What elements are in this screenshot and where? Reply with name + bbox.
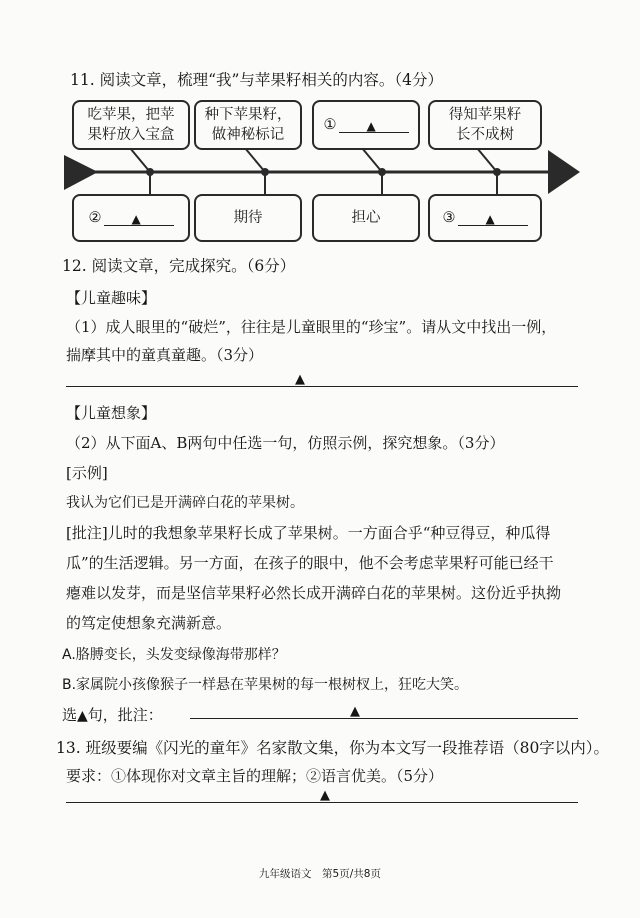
- blank-number: ③: [442, 210, 456, 226]
- answer-mark: ▲: [350, 704, 360, 719]
- box-text-line: 种下苹果籽，: [204, 107, 292, 123]
- box-text-line: 果籽放入宝盒: [87, 127, 175, 143]
- timeline-top-box-2: [194, 100, 302, 150]
- fill-blank-1[interactable]: [339, 118, 409, 133]
- timeline-top-box-1: [72, 100, 190, 150]
- q12-2-prompt: （2）从下面A、B两句中任选一句，仿照示例，探究想象。（3分）: [66, 434, 505, 452]
- box-text: 担心: [351, 210, 381, 226]
- timeline-bottom-box-3: [312, 194, 420, 242]
- q12-1-line2: 揣摩其中的童真童趣。（3分）: [66, 346, 264, 364]
- answer-mark: ▲: [295, 372, 305, 387]
- timeline-top-box-4: [428, 100, 542, 150]
- timeline-bottom-box-1-blank: [72, 194, 190, 242]
- timeline-top-box-3-blank: [312, 100, 420, 150]
- page-footer: 九年级语文 第5页/共8页: [259, 868, 381, 880]
- select-suffix: 句，批注：: [87, 706, 163, 724]
- q13-prompt: 13. 班级要编《闪光的童年》名家散文集，你为本文写一段推荐语（80字以内）。: [56, 739, 610, 757]
- option-a: A.胳膊变长，头发变绿像海带那样？: [62, 647, 286, 663]
- select-choice-blank[interactable]: ▲: [77, 708, 88, 724]
- section-title-child-interest: 【儿童趣味】: [66, 289, 157, 307]
- blank-number: ①: [323, 117, 337, 133]
- note-line-4: 的笃定使想象充满新意。: [66, 614, 232, 632]
- fill-blank-2[interactable]: [104, 211, 174, 226]
- q12-prompt: 12. 阅读文章，完成探究。（6分）: [62, 257, 296, 275]
- note-line-1: [批注]儿时的我想象苹果籽长成了苹果树。一方面合乎“种豆得豆，种瓜得: [66, 524, 551, 542]
- box-text: 期待: [233, 210, 263, 226]
- box-text-line: 吃苹果，把苹: [87, 107, 175, 123]
- timeline-arrowhead: [548, 150, 580, 194]
- section-title-child-imagination: 【儿童想象】: [66, 404, 157, 422]
- q11-prompt: 11. 阅读文章，梳理“我”与苹果籽相关的内容。（4分）: [70, 71, 444, 89]
- select-row: [62, 704, 163, 725]
- note-line-2: 瓜”的生活逻辑。另一方面，在孩子的眼中，他不会考虑苹果籽可能已经干: [66, 554, 554, 572]
- timeline-bottom-box-4-blank: [428, 194, 542, 242]
- option-b: B.家属院小孩像猴子一样悬在苹果树的每一根树杈上，狂吃大笑。: [62, 677, 469, 693]
- box-text-line: 得知苹果籽: [448, 107, 522, 123]
- note-line-3: 瘪难以发芽，而是坚信苹果籽必然长成开满碎白花的苹果树。这份近乎执拗: [66, 584, 562, 602]
- fill-blank-3[interactable]: [458, 211, 528, 226]
- q13-requirements: 要求：①体现你对文章主旨的理解；②语言优美。（5分）: [66, 767, 444, 785]
- q12-1-line1: （1）成人眼里的“破烂”，往往是儿童眼里的“珍宝”。请从文中找出一例，: [66, 318, 557, 336]
- select-prefix: 选: [62, 706, 78, 724]
- box-text-line: 长不成树: [456, 127, 514, 143]
- q12-2-answer-line[interactable]: [190, 718, 578, 719]
- timeline-bottom-box-2: [194, 194, 302, 242]
- example-sentence: 我认为它们已是开满碎白花的苹果树。: [66, 495, 304, 511]
- example-label: [示例]: [66, 464, 108, 482]
- q12-1-answer-line[interactable]: [66, 386, 578, 387]
- blank-number: ②: [88, 210, 102, 226]
- answer-mark: ▲: [320, 788, 330, 803]
- box-text-line: 做神秘标记: [211, 127, 285, 143]
